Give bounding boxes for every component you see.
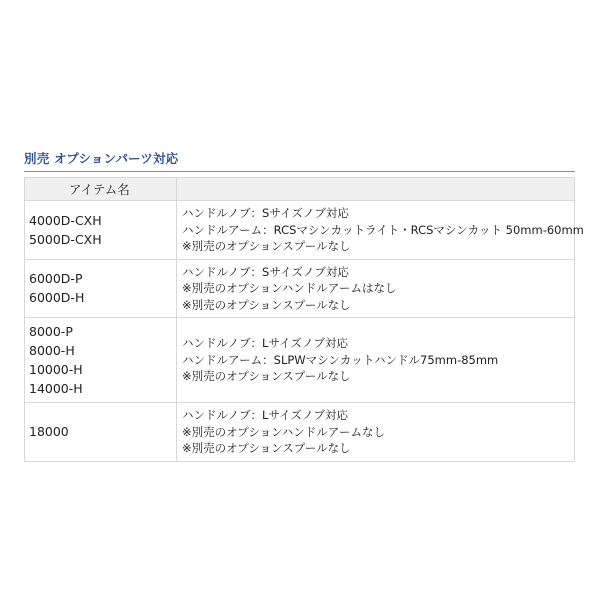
spec-line: ハンドルノブ：Sサイズノブ対応 — [182, 206, 349, 220]
header-details — [177, 178, 575, 201]
model-cell — [25, 403, 177, 462]
spec-line: ハンドルアーム：SLPWマシンカットハンドル75mm-85mm — [182, 352, 499, 367]
spec-cell — [177, 201, 584, 260]
table-row — [25, 403, 575, 462]
spec-cell — [177, 259, 575, 318]
spec-line: ※別売のオプションハンドルアームなし — [182, 424, 385, 439]
model-name: 8000-H — [29, 343, 75, 358]
spec-line: ※別売のオプションスプールなし — [182, 297, 351, 312]
model-name: 4000D-CXH — [29, 212, 102, 228]
spec-line: ※別売のオプションスプールなし — [182, 239, 351, 253]
spec-line: ハンドルアーム：RCSマシンカットライト・RCSマシンカット 50mm-60mm — [182, 222, 584, 237]
model-name: 8000-P — [29, 324, 73, 339]
spec-line: ハンドルノブ：Sサイズノブ対応 — [182, 264, 349, 279]
table-row — [25, 259, 575, 318]
model-name: 5000D-CXH — [29, 231, 102, 247]
model-name: 10000-H — [29, 362, 83, 377]
model-name: 14000-H — [29, 381, 83, 396]
spec-line: ハンドルノブ：Lサイズノブ対応 — [182, 408, 349, 422]
option-parts-table — [24, 177, 584, 462]
spec-cell — [177, 403, 575, 462]
model-name: 18000 — [29, 424, 69, 440]
model-cell — [25, 201, 177, 260]
table-row — [25, 318, 575, 403]
model-cell — [25, 259, 177, 318]
table-header-row — [25, 178, 575, 201]
model-name: 6000D-P — [29, 271, 83, 287]
spec-line: ハンドルノブ：Lサイズノブ対応 — [182, 336, 349, 351]
spec-line: ※別売のオプションハンドルアームはなし — [182, 281, 397, 295]
model-name: 6000D-H — [29, 290, 85, 306]
table-row — [25, 201, 575, 260]
spec-line: ※別売のオプションスプールなし — [182, 441, 351, 455]
model-cell — [25, 318, 177, 403]
option-parts-section — [24, 150, 584, 462]
spec-cell — [177, 318, 575, 403]
section-title: 別売 オプションパーツ対応 — [24, 150, 575, 172]
spec-line: ※別売のオプションスプールなし — [182, 369, 351, 384]
header-item-name: アイテム名 — [25, 178, 177, 201]
